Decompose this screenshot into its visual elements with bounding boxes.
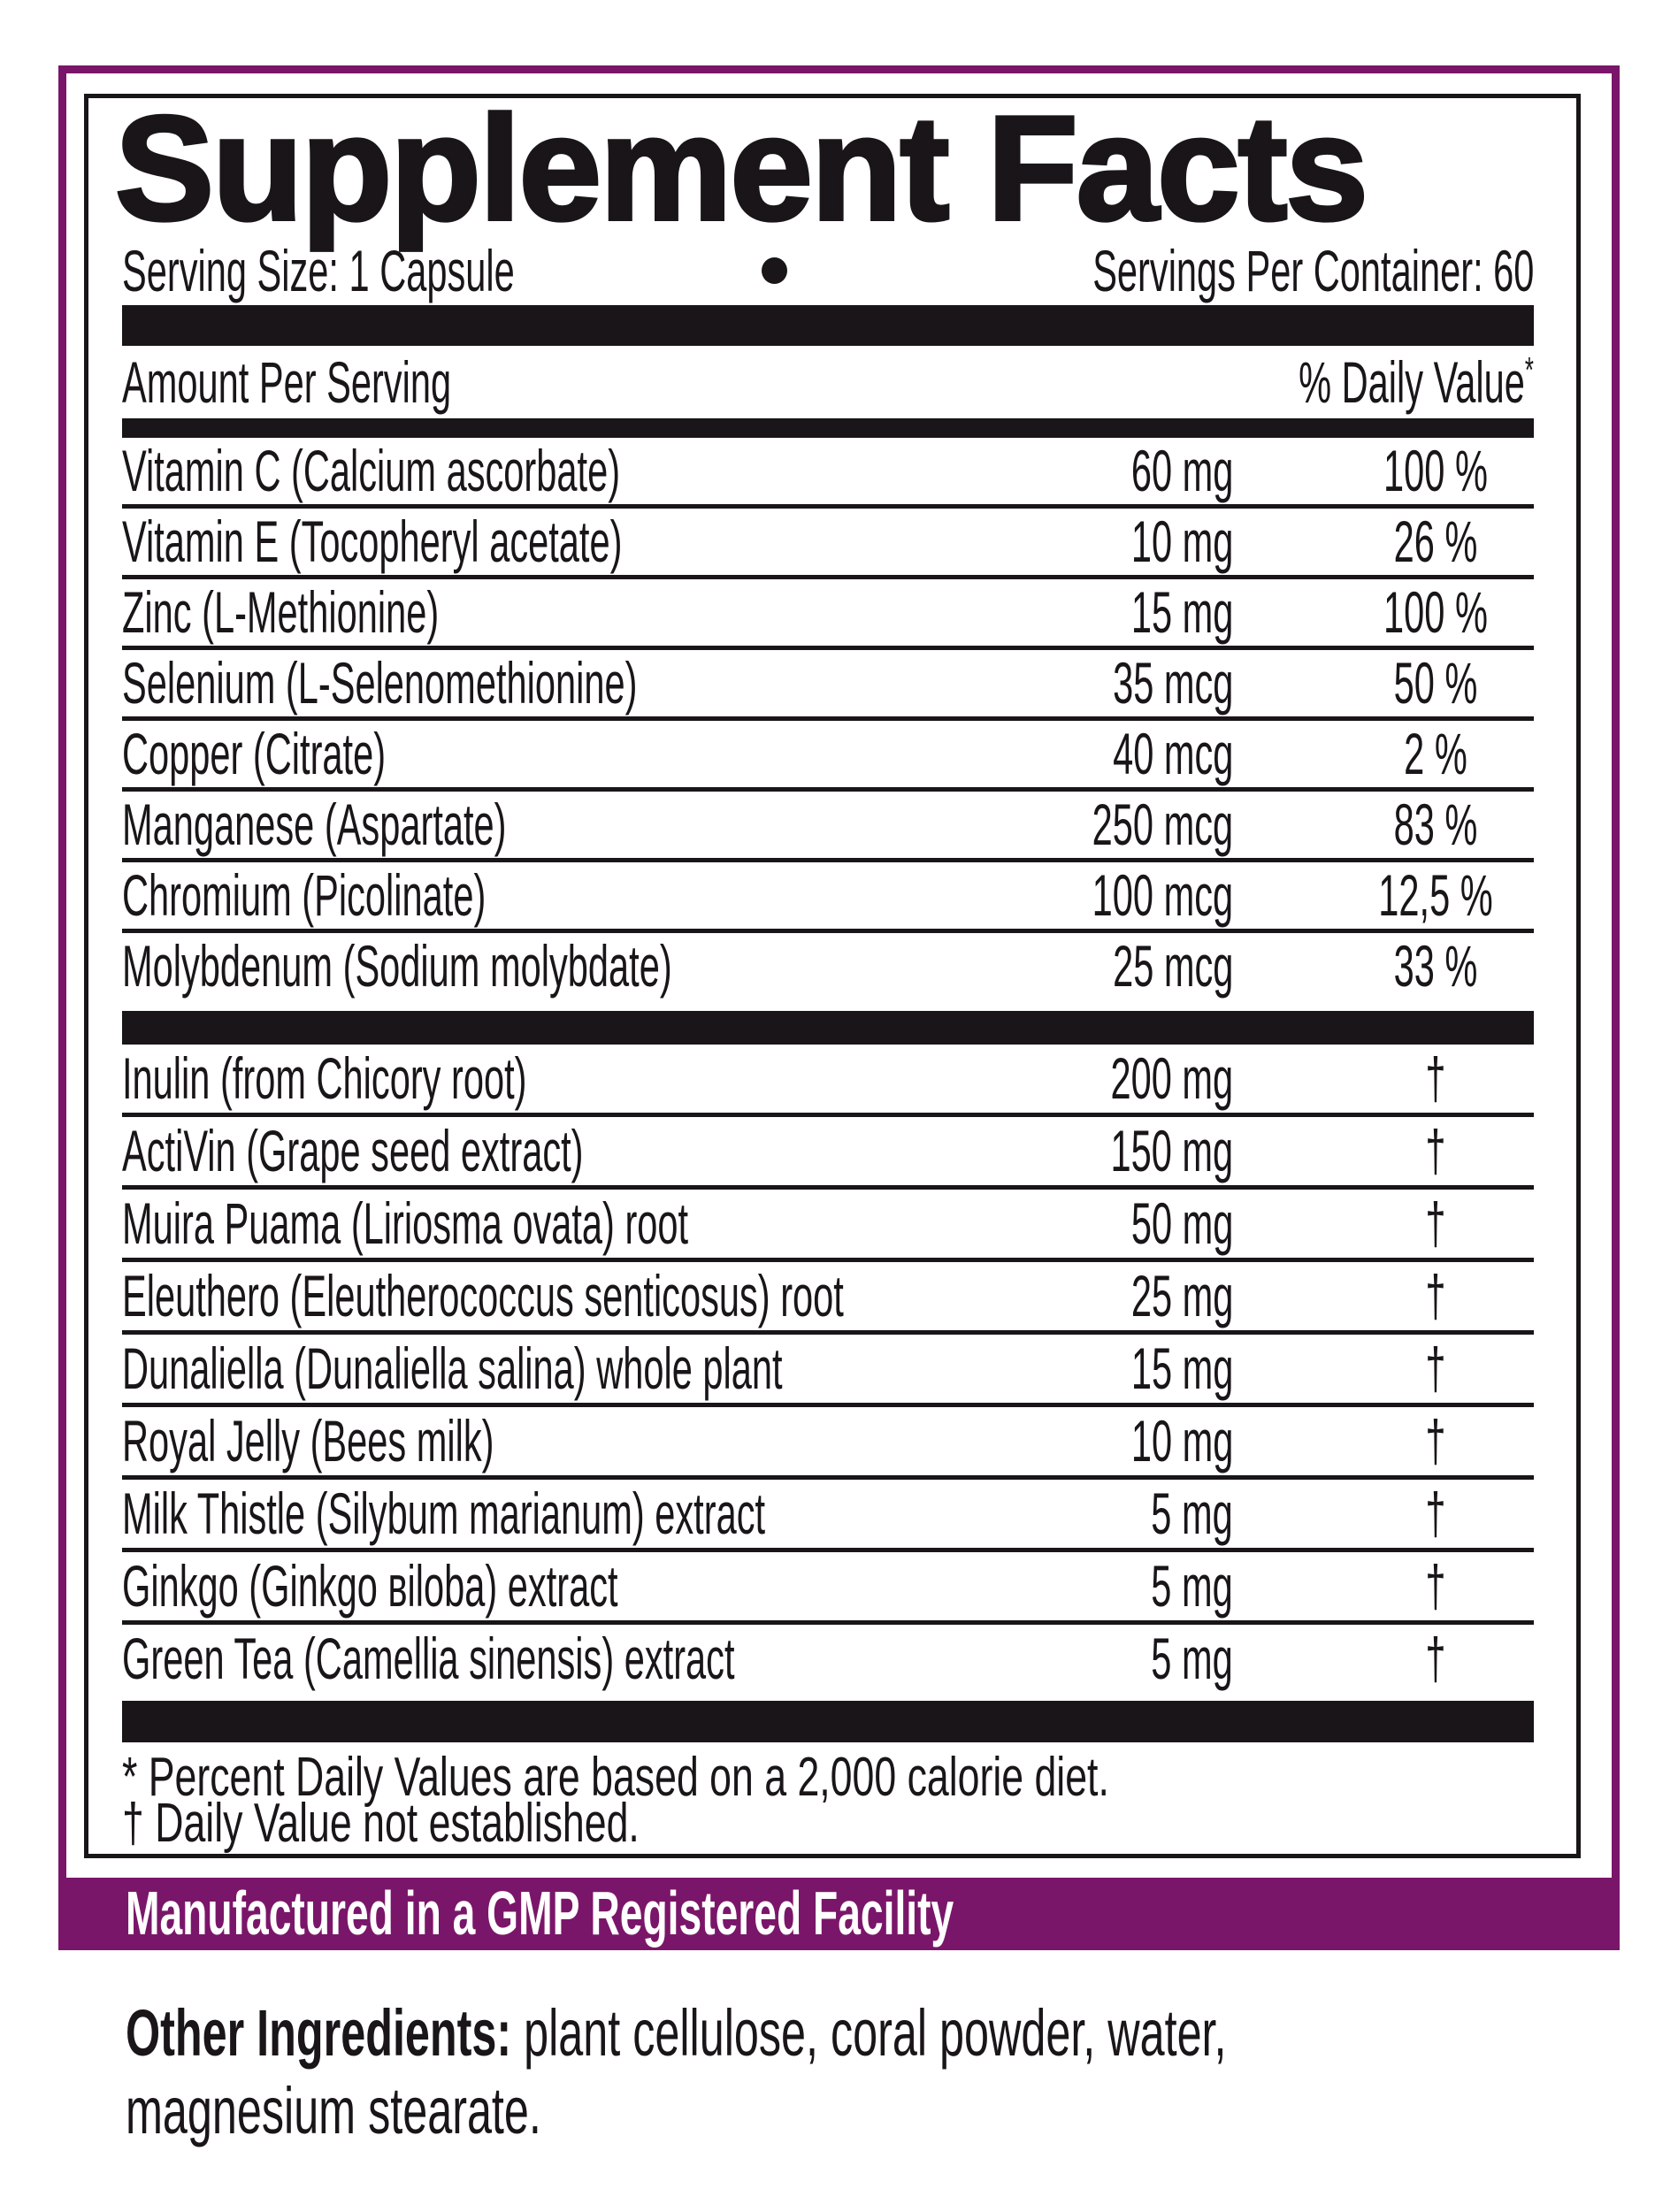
ingredient-daily-value: † [1425,1118,1446,1183]
ingredient-amount: 150 mg [1110,1118,1233,1183]
ingredient-name: Vitamin C (Calcium ascorbate) [122,438,621,503]
ingredient-daily-value: 12,5 % [1378,862,1493,928]
ingredient-name: Copper (Citrate) [122,721,387,786]
ingredient-amount: 5 mg [1151,1481,1233,1546]
table-row [122,579,1534,650]
table-row [122,721,1534,792]
ingredient-amount: 40 mcg [1112,721,1233,786]
ingredient-amount: 15 mg [1130,579,1233,645]
ingredient-daily-value: † [1425,1045,1446,1111]
ingredient-name: Vitamin E (Tocopheryl acetate) [122,509,623,574]
other-ingredients-line1 [126,1994,1449,2072]
divider-bar-middle [122,1011,1534,1045]
table-row [122,1045,1534,1117]
footnote-not-established-text: † Daily Value not established. [122,1793,640,1854]
ingredient-name: Chromium (Picolinate) [122,862,487,928]
other-ingredients-list-part1: plant cellulose, coral powder, water, [511,1996,1227,2070]
ingredient-amount: 35 mcg [1112,650,1233,716]
serving-info-row [122,236,1534,305]
table-row [122,1190,1534,1262]
ingredient-amount: 25 mcg [1112,933,1233,999]
ingredient-name: Molybdenum (Sodium molybdate) [122,933,672,999]
ingredient-amount: 60 mg [1130,438,1233,503]
ingredient-name: Inulin (from Chicory root) [122,1045,527,1111]
servings-per-container-text: Servings Per Container: 60 [1092,238,1534,303]
ingredient-amount: 10 mg [1130,1408,1233,1473]
ingredient-amount: 15 mg [1130,1336,1233,1401]
amount-per-serving-header: Amount Per Serving [122,349,452,415]
ingredient-amount: 250 mcg [1092,792,1233,857]
table-row [122,933,1534,1011]
other-ingredients [126,1994,1449,2150]
ingredient-name: Muira Puama (Liriosma ovata) root [122,1190,689,1256]
ingredient-daily-value: † [1425,1481,1446,1546]
table-row [122,1335,1534,1407]
other-ingredients-list-part2: magnesium stearate. [126,2074,541,2147]
panel-title: Supplement Facts [115,85,1367,251]
table-row [122,1552,1534,1625]
ingredient-name: Dunaliella (Dunaliella salina) whole plant [122,1336,783,1401]
ingredient-amount: 25 mg [1130,1263,1233,1328]
gmp-banner [66,1878,1612,1950]
ingredient-daily-value: 26 % [1393,509,1478,574]
ingredient-daily-value: 33 % [1393,933,1478,999]
ingredient-daily-value: † [1425,1553,1446,1619]
ingredient-name: Selenium (L-Selenomethionine) [122,650,638,716]
footnote-daily-values-text: * Percent Daily Values are based on a 2,000 calorie diet. [122,1747,1109,1808]
table-row [122,438,1534,509]
ingredient-daily-value: 100 % [1383,438,1488,503]
bullet-separator-icon [762,257,787,284]
table-row [122,1407,1534,1480]
ingredient-daily-value: 50 % [1393,650,1478,716]
label-frame [58,65,1620,1950]
ingredient-name: Manganese (Aspartate) [122,792,507,857]
ingredient-amount: 200 mg [1110,1045,1233,1111]
table-row [122,650,1534,721]
ingredient-daily-value: † [1425,1190,1446,1256]
table-row [122,509,1534,579]
daily-value-header-asterisk: * [1524,349,1534,390]
table-row [122,1625,1534,1701]
daily-value-header-text: % Daily Value [1299,349,1525,415]
column-header-row [122,346,1534,418]
table-row [122,1480,1534,1552]
ingredient-name: ActiVin (Grape seed extract) [122,1118,584,1183]
ingredient-name: Royal Jelly (Bees milk) [122,1408,494,1473]
divider-bar-bottom [122,1701,1534,1742]
ingredient-amount: 5 mg [1151,1626,1233,1691]
ingredient-daily-value: 2 % [1404,721,1467,786]
daily-value-header [1299,346,1534,418]
ingredient-name: Milk Thistle (Silybum marianum) extract [122,1481,766,1546]
table-row [122,1262,1534,1335]
label-frame-inner [66,73,1612,1878]
ingredient-name: Zinc (L-Methionine) [122,579,440,645]
ingredient-name: Ginkgo (Ginkgo вiloba) extract [122,1553,618,1619]
divider-bar-header [122,418,1534,438]
ingredient-amount: 100 mcg [1092,862,1233,928]
ingredient-daily-value: 83 % [1393,792,1478,857]
ingredient-daily-value: † [1425,1336,1446,1401]
supplement-facts-panel [84,85,1581,1858]
ingredient-amount: 10 mg [1130,509,1233,574]
footnotes [122,1747,1534,1854]
ingredient-daily-value: † [1425,1626,1446,1691]
gmp-banner-text: Manufactured in a GMP Registered Facility [126,1879,954,1948]
ingredient-name: Eleuthero (Eleutherococcus senticosus) root [122,1263,844,1328]
table-row [122,792,1534,862]
ingredient-daily-value: 100 % [1383,579,1488,645]
other-ingredients-label: Other Ingredients: [126,1996,512,2070]
ingredient-daily-value: † [1425,1408,1446,1473]
ingredient-amount: 50 mg [1130,1190,1233,1256]
table-row [122,1117,1534,1190]
ingredient-amount: 5 mg [1151,1553,1233,1619]
other-ingredients-line2 [126,2072,1449,2150]
serving-size-text: Serving Size: 1 Capsule [122,238,515,303]
table-row [122,862,1534,933]
ingredient-name: Green Tea (Camellia sinensis) extract [122,1626,735,1691]
ingredient-daily-value: † [1425,1263,1446,1328]
divider-bar-top [122,305,1534,346]
